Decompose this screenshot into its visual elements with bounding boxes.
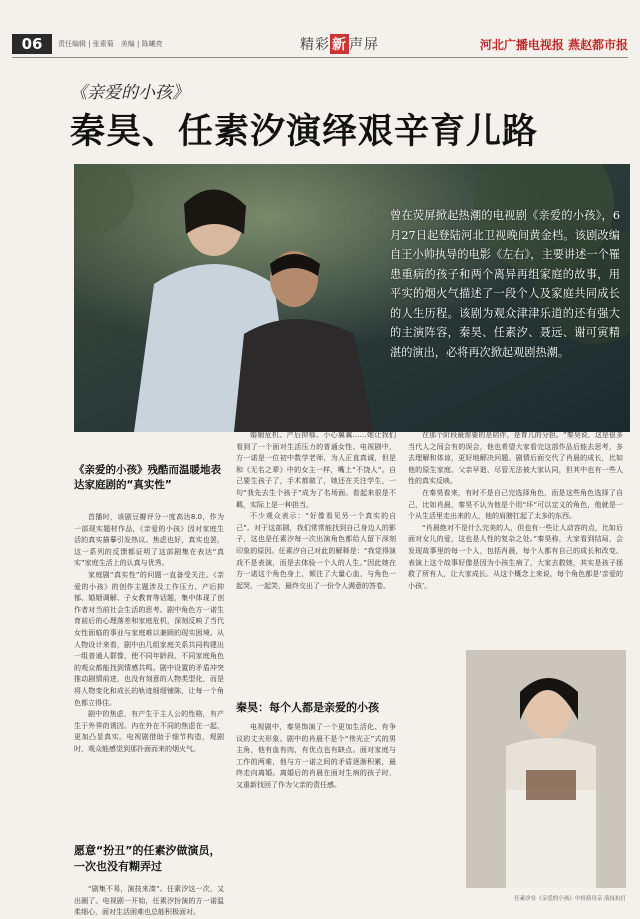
section-title-left: 精彩	[300, 37, 330, 53]
section3-title: 秦昊：每个人都是亲爱的小孩	[236, 701, 379, 714]
column2-paragraph: 婚姻危机、产后抑郁、小心翼翼……她让我们看到了一个面对生活压力的普通女性。电视剧中，方一诺是一位初中数学老师，为人正直真诚，但是和《无名之辈》中的女主一样，嘴上“不饶人”。自己要生孩子了，手术都做了，她还在关注学生，一句“我先去生个孩子”成为了名场面。看起来很是不羁，实际上是一种担当。	[236, 431, 396, 509]
section2-body	[74, 884, 224, 919]
section-title	[300, 34, 379, 54]
header-rule	[12, 57, 628, 58]
page-header	[0, 28, 640, 58]
column3-paragraph: 在那个阶段最需要的是陪伴，是育儿的分担。“秦昊说，这是很多当代人之间会有的误会，他也希望大家看完这部作品后能去思考，多去理解和体谅，更好地解决问题。剧情后面交代了肖晨的成长，比如他的原生家庭、父亲早逝、尽管无法被大家认同，但其中也有一些人性的真实反映。	[408, 431, 623, 486]
article-subtitle: 《亲爱的小孩》	[70, 83, 189, 103]
column2-body	[236, 430, 396, 592]
section3-body	[236, 722, 396, 792]
section-title-right: 声屏	[349, 37, 379, 53]
section2-title: 愿意“扮丑”的任素汐做演员，一次也没有糊弄过	[74, 844, 221, 873]
section1-body	[74, 512, 224, 755]
section1-paragraph: 家庭剧“真实性”的问题一直备受关注。《亲爱的小孩》的创作主题涉及工作压力、产后抑郁、婚姻调解、子女教育等话题，集中体现了创作者对当前社会生活的思考。剧中角色方一诺生育前后的心理落差和家庭危机，深刻反映了当代女性面临的事业与家庭难以兼顾的现实困境。从人物设计来看，剧中由几组家庭关系共同构建出一组普通人群像，使不同年龄段、不同家庭角色的观众都能找到情感共鸣。剧中设置的矛盾冲突推动剧情前进，也没有刻意的人物类型化，而是将人物变化和成长的轨迹细细铺陈，让每一个角色都立得住。	[74, 570, 224, 707]
page-number: 06	[12, 34, 52, 54]
photo-caption: 任素汐在《亲爱的小孩》中扮演母亲 演技抗打	[514, 896, 626, 902]
column3-paragraph: 在秦昊看来，有时不是自己完选择角色，而是这些角色选择了自己，比如肖晨，秦昊不认为他是个用“坏”可以定义的角色，他就是一个从生活里走出来的人，他的肩膀扛起了太多的东西。	[408, 488, 623, 521]
editor-credits: 责任编辑 | 张素菊 美编 | 陈曦亮	[58, 40, 163, 48]
article-headline: 秦昊、任素汐演绎艰辛育儿路	[70, 112, 539, 152]
column3-body	[408, 430, 623, 650]
section3-paragraph: 电视剧中，秦昊饰演了一个更加生活化、有争议的丈夫形象。剧中的肖晨不是个“伟光正”式的男主角，他有血有肉，有优点也有缺点。面对家庭与工作的两难，他与方一诺之间的矛盾逐渐积累，最终走向离婚。离婚后的肖晨在面对生病的孩子时，又重新找回了作为父亲的责任感。	[236, 723, 396, 789]
section1-paragraph: 剧中的焦虑，有产生于主人公的性格，有产生于外界的诱因。内在外在不同的焦虑在一起，更加凸显真实。电视剧借助于细节构造，观剧时，观众能感觉到那扑面而来的烟火气。	[74, 710, 224, 753]
lead-paragraph: 曾在荧屏掀起热潮的电视剧《亲爱的小孩》，6月27日起登陆河北卫视晚间黄金档。该剧改编自王小帅执导的电影《左右》，主要讲述一个罹患重病的孩子和两个离异再组家庭的故事，用平实的烟火气描述了一段个人及家庭共同成长的人生历程。该剧为观众津津乐道的还有强大的主演阵容，秦昊、任素汐、聂远、谢可寅精湛的演出，必将再次掀起观剧热潮。	[390, 209, 620, 359]
section-title-mid: 新	[330, 34, 349, 54]
column3-paragraph: “肖晨绝对不是什么完美的人，但也有一些让人动容的点，比如后面对女儿的爱，这也是人性的复杂之处。”秦昊称，大家看到结局，会发现故事里的每一个人，包括肖晨，每个人都有自己的成长和改变。表演上这个故事好像是因为小孩生病了，大家去救她，其实是孩子拯救了所有人，让大家成长。从这个概念上来说，每个角色都是‘亲爱的小孩’。	[408, 523, 623, 590]
section1-title: 《亲爱的小孩》残酷而温暖地表达家庭剧的“真实性”	[74, 464, 221, 491]
masthead: 河北广播电视报 燕赵都市报	[479, 38, 628, 52]
section2-paragraph: “剧集不易，演技来凑”。任素汐这一次，又出圈了。电视剧一开始，任素汐扮演的方一诺温柔细心，面对生活困难也总能积极面对。	[74, 885, 224, 917]
actress-photo	[466, 650, 626, 888]
section1-paragraph: 首播时，该剧豆瓣评分一度高达8.0，作为一部现实题材作品，《亲爱的小孩》因对家庭生活的真实描摹引发热议。焦虑也好，真实也罢，这一系列的反馈都证明了这部剧集在表达“真实”家庭生活上的认真与优秀。	[74, 513, 224, 568]
column2-paragraph: 不少观众表示：“好像看见另一个真实的自己”。对于这部剧，我们常常能找到自己身边人的影子，这也是任素汐每一次出演角色都给人留下深刻印象的原因。任素汐自己对此的解释是：“我觉得演戏不是表演，而是去体验一个人的人生。”因此她在方一诺这个角色身上，倾注了大量心血，与角色一起哭、一起笑，最终交出了一份令人满意的答卷。	[236, 512, 396, 590]
actress-photo-art	[466, 650, 626, 888]
